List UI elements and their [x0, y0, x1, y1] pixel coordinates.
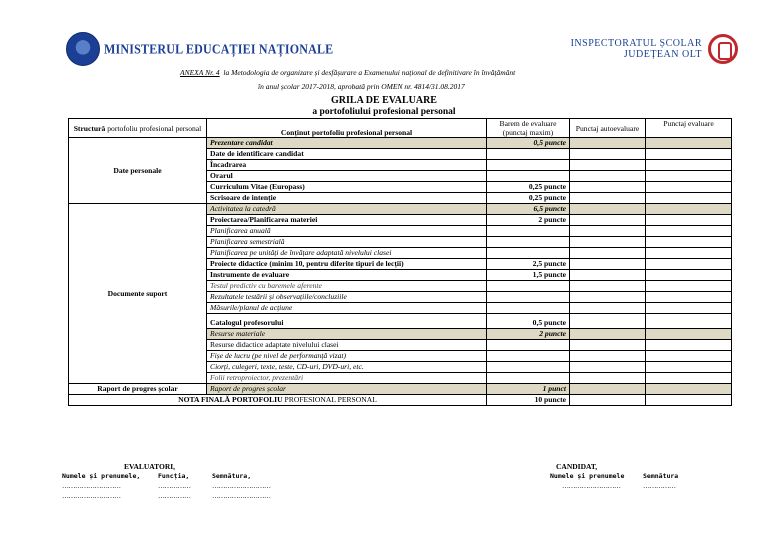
- self-score-cell[interactable]: [570, 340, 646, 351]
- self-score-cell[interactable]: [570, 215, 646, 226]
- header-structure: [69, 119, 207, 138]
- row-points: [487, 340, 570, 351]
- row-text: Resurse didactice adaptate nivelului clasei: [207, 340, 487, 351]
- row-points: 2,5 puncte: [487, 259, 570, 270]
- row-points: [487, 362, 570, 373]
- self-score-cell[interactable]: [570, 204, 646, 215]
- row-points: [487, 226, 570, 237]
- final-eval-cell[interactable]: [646, 395, 732, 406]
- row-text: Măsurile/planul de acțiune: [207, 303, 487, 314]
- row-points: [487, 292, 570, 303]
- ministry-name: MINISTERUL EDUCAȚIEI NAȚIONALE: [104, 40, 334, 57]
- cand-signature-col: Semnătura: [643, 472, 679, 480]
- eval-score-cell[interactable]: [646, 329, 732, 340]
- eval2-name-dots[interactable]: ………………………: [62, 492, 121, 500]
- page-subtitle: a portofoliului profesional personal: [312, 107, 456, 117]
- eval-score-cell[interactable]: [646, 215, 732, 226]
- eval-score-cell[interactable]: [646, 373, 732, 384]
- row-text: Planificarea semestrială: [207, 237, 487, 248]
- eval-score-cell[interactable]: [646, 292, 732, 303]
- header-structure-bold: Structură: [73, 123, 106, 133]
- row-points: 1 punct: [487, 384, 570, 395]
- row-text: Curriculum Vitae (Europass): [207, 182, 487, 193]
- row-text: Ciorți, culegeri, texte, teste, CD-uri, DVD-uri, etc.: [207, 362, 487, 373]
- row-text: Proiectarea/Planificarea materiei: [207, 215, 487, 226]
- self-score-cell[interactable]: [570, 149, 646, 160]
- eval-name-col: Numele și prenumele,: [62, 472, 141, 480]
- eval-score-cell[interactable]: [646, 303, 732, 314]
- candidate-label: CANDIDAT,: [556, 462, 598, 471]
- cand-signature-dots[interactable]: ……………: [643, 482, 676, 490]
- table-header-row: [69, 119, 732, 138]
- row-text: Rezultatele testării și observațiile/concluziile: [207, 292, 487, 303]
- self-score-cell[interactable]: [570, 362, 646, 373]
- row-points: [487, 303, 570, 314]
- eval2-signature-dots[interactable]: ………………………: [212, 492, 271, 500]
- row-text: Încadrarea: [207, 160, 487, 171]
- eval1-signature-dots[interactable]: ………………………: [212, 482, 271, 490]
- eval-score-cell[interactable]: [646, 362, 732, 373]
- cand-name-col: Numele și prenumele: [550, 472, 625, 480]
- row-points: [487, 248, 570, 259]
- eval-signature-col: Semnătura,: [212, 472, 252, 480]
- row-points: 0,25 puncte: [487, 182, 570, 193]
- inspectorate-line2: JUDEȚEAN OLT: [623, 49, 702, 60]
- row-points: [487, 351, 570, 362]
- isj-emblem-icon: [708, 34, 738, 64]
- final-row: [69, 395, 732, 406]
- eval-score-cell[interactable]: [646, 248, 732, 259]
- coat-of-arms-icon: [66, 32, 100, 66]
- row-points: [487, 237, 570, 248]
- row-points: [487, 373, 570, 384]
- row-text: Resurse materiale: [207, 329, 487, 340]
- row-points: [487, 149, 570, 160]
- final-label-rest: PROFESIONAL PERSONAL: [284, 395, 377, 404]
- final-label-bold: NOTA FINALĂ PORTOFOLIU: [178, 395, 283, 404]
- row-points: 1,5 puncte: [487, 270, 570, 281]
- row-points: 0,5 puncte: [487, 138, 570, 149]
- evaluators-label: EVALUATORI,: [124, 462, 176, 471]
- inspectorate-logo: [571, 34, 738, 64]
- row-points: 0,5 puncte: [487, 314, 570, 329]
- self-score-cell[interactable]: [570, 303, 646, 314]
- self-score-cell[interactable]: [570, 281, 646, 292]
- eval1-name-dots[interactable]: ………………………: [62, 482, 121, 490]
- eval-score-cell[interactable]: [646, 351, 732, 362]
- row-text: Testul predictiv cu baremele aferente: [207, 281, 487, 292]
- eval-score-cell[interactable]: [646, 259, 732, 270]
- eval-function-col: Funcția,: [158, 472, 190, 480]
- self-score-cell[interactable]: [570, 292, 646, 303]
- eval1-function-dots[interactable]: ……………: [158, 482, 191, 490]
- row-text: Folii retroproiector, prezentări: [207, 373, 487, 384]
- final-self-cell[interactable]: [570, 395, 646, 406]
- annex-ref: ANEXA Nr. 4: [180, 68, 220, 77]
- self-score-cell[interactable]: [570, 259, 646, 270]
- annex-line: [180, 68, 660, 77]
- row-text: Catalogul profesorului: [207, 314, 487, 329]
- self-score-cell[interactable]: [570, 171, 646, 182]
- header-self: Punctaj autoevaluare: [570, 119, 646, 138]
- table-row: [69, 384, 732, 395]
- eval-score-cell[interactable]: [646, 171, 732, 182]
- table-row: [69, 138, 732, 149]
- row-text: Raport de progres școlar: [207, 384, 487, 395]
- eval2-function-dots[interactable]: ……………: [158, 492, 191, 500]
- eval-score-cell[interactable]: [646, 204, 732, 215]
- self-score-cell[interactable]: [570, 160, 646, 171]
- final-points: 10 puncte: [487, 395, 570, 406]
- row-text: Date de identificare candidat: [207, 149, 487, 160]
- row-points: 0,25 puncte: [487, 193, 570, 204]
- row-points: [487, 171, 570, 182]
- self-score-cell[interactable]: [570, 237, 646, 248]
- self-score-cell[interactable]: [570, 329, 646, 340]
- inspectorate-line1: INSPECTORATUL ȘCOLAR: [570, 38, 702, 49]
- self-score-cell[interactable]: [570, 314, 646, 329]
- self-score-cell[interactable]: [570, 248, 646, 259]
- row-points: [487, 281, 570, 292]
- section-report: Raport de progres școlar: [69, 384, 207, 395]
- self-score-cell[interactable]: [570, 226, 646, 237]
- section-support: Documente suport: [69, 204, 207, 384]
- final-label: [69, 395, 487, 406]
- row-text: Prezentare candidat: [207, 138, 487, 149]
- eval-score-cell[interactable]: [646, 182, 732, 193]
- self-score-cell[interactable]: [570, 138, 646, 149]
- eval-score-cell[interactable]: [646, 340, 732, 351]
- eval-score-cell[interactable]: [646, 193, 732, 204]
- self-score-cell[interactable]: [570, 384, 646, 395]
- row-points: 6,5 puncte: [487, 204, 570, 215]
- row-points: 2 puncte: [487, 329, 570, 340]
- eval-score-cell[interactable]: [646, 270, 732, 281]
- header-barem: Barem de evaluare (punctaj maxim): [487, 119, 570, 138]
- row-text: Planificarea pe unități de învățare adaptată nivelului clasei: [207, 248, 487, 259]
- eval-score-cell[interactable]: [646, 314, 732, 329]
- row-text: Planificarea anuală: [207, 226, 487, 237]
- cand-name-dots[interactable]: ………………………: [562, 482, 621, 490]
- eval-score-cell[interactable]: [646, 237, 732, 248]
- eval-score-cell[interactable]: [646, 160, 732, 171]
- eval-score-cell[interactable]: [646, 384, 732, 395]
- inspectorate-name: [571, 38, 702, 60]
- table-row: [69, 204, 732, 215]
- header-eval: Punctaj evaluare: [646, 119, 732, 138]
- row-text: Fișe de lucru (pe nivel de performanță vizat): [207, 351, 487, 362]
- eval-score-cell[interactable]: [646, 281, 732, 292]
- row-points: [487, 160, 570, 171]
- header-structure-rest: portofoliu profesional personal: [107, 123, 202, 133]
- self-score-cell[interactable]: [570, 373, 646, 384]
- header-content: Conținut portofoliu profesional personal: [207, 119, 487, 138]
- row-text: Proiecte didactice (minim 10, pentru diferite tipuri de lecții): [207, 259, 487, 270]
- row-text: Activitatea la catedră: [207, 204, 487, 215]
- ministry-logo: [66, 32, 333, 66]
- row-text: Orarul: [207, 171, 487, 182]
- row-text: Instrumente de evaluare: [207, 270, 487, 281]
- evaluation-grid: [68, 118, 732, 406]
- eval-score-cell[interactable]: [646, 138, 732, 149]
- self-score-cell[interactable]: [570, 270, 646, 281]
- annex-line-2: în anul școlar 2017-2018, aprobată prin OMEN nr. 4814/31.08.2017: [258, 82, 465, 91]
- section-personal: Date personale: [69, 138, 207, 204]
- annex-text: la Metodologia de organizare și desfășurare a Examenului național de definitivare în învățământ: [223, 68, 516, 77]
- eval-score-cell[interactable]: [646, 149, 732, 160]
- row-text: Scrisoare de intenție: [207, 193, 487, 204]
- eval-score-cell[interactable]: [646, 226, 732, 237]
- self-score-cell[interactable]: [570, 193, 646, 204]
- page-title: GRILA DE EVALUARE: [331, 95, 437, 106]
- self-score-cell[interactable]: [570, 182, 646, 193]
- self-score-cell[interactable]: [570, 351, 646, 362]
- row-points: 2 puncte: [487, 215, 570, 226]
